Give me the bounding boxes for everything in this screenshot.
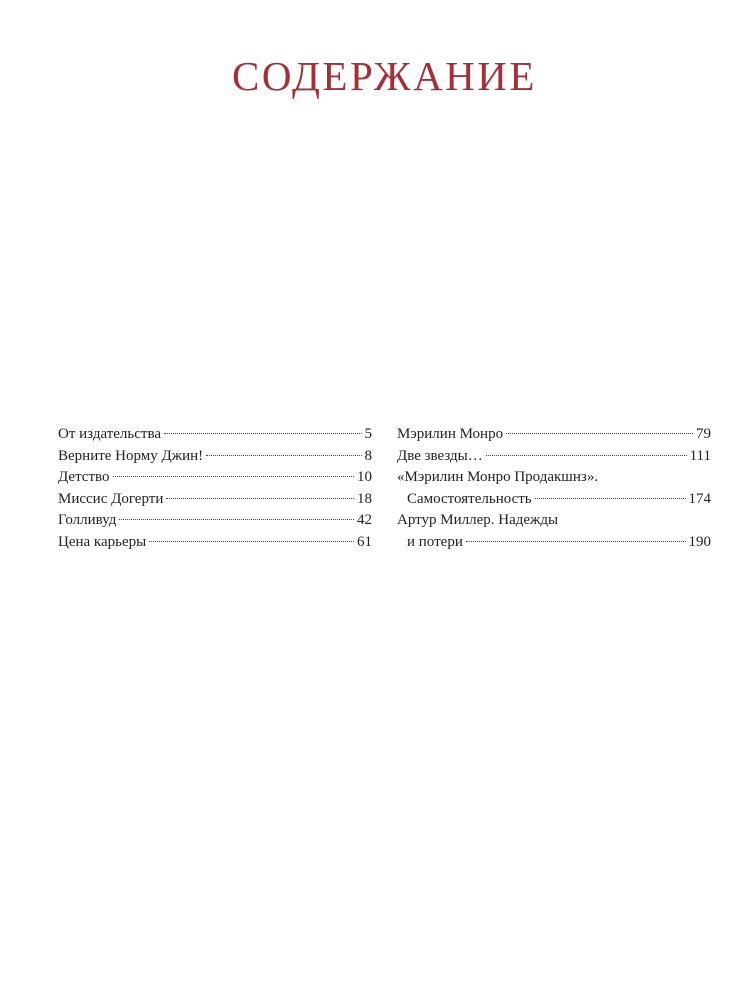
dot-leader xyxy=(119,518,354,520)
toc-entry[interactable] xyxy=(397,489,711,511)
toc-entry[interactable] xyxy=(58,424,372,446)
toc-entry-page: 5 xyxy=(364,426,372,442)
toc-entry-title-line[interactable]: Артур Миллер. Надежды xyxy=(397,512,559,528)
toc-entry[interactable] xyxy=(397,424,711,446)
dot-leader xyxy=(206,454,361,456)
toc-left-column xyxy=(58,424,372,553)
toc-right-column xyxy=(397,424,711,553)
toc-title: СОДЕРЖАНИЕ xyxy=(232,53,537,99)
toc-entry-title: Миссис Догерти xyxy=(58,490,164,507)
toc-entry-title: От издательства xyxy=(58,426,162,442)
dot-leader xyxy=(506,432,693,434)
toc-entry[interactable] xyxy=(397,446,711,468)
toc-entry-page: 111 xyxy=(689,447,711,464)
toc-entry[interactable] xyxy=(58,489,372,511)
toc-entry-page: 18 xyxy=(357,490,372,507)
toc-entry-page: 8 xyxy=(364,447,372,464)
toc-entry-title: Детство xyxy=(58,469,110,485)
toc-entry-title: Мэрилин Монро xyxy=(397,426,504,442)
toc-entry-page: 61 xyxy=(357,533,372,550)
toc-entry[interactable] xyxy=(58,532,372,554)
dot-leader xyxy=(164,432,361,434)
toc-entry-title: Две звезды… xyxy=(397,447,483,464)
toc-entry-title: Голливуд xyxy=(58,512,117,528)
toc-entry-page: 10 xyxy=(357,469,372,485)
dot-leader xyxy=(466,540,686,542)
toc-entry-page: 42 xyxy=(357,512,372,528)
toc-entry[interactable] xyxy=(58,467,372,489)
toc-entry-title-line[interactable]: «Мэрилин Монро Продакшнз». xyxy=(397,469,599,485)
toc-entry-title: Цена карьеры xyxy=(58,533,147,550)
toc-entry[interactable] xyxy=(397,532,711,554)
toc-entry-title: Самостоятельность xyxy=(407,490,532,507)
toc-entry-page: 190 xyxy=(688,533,711,550)
dot-leader xyxy=(149,540,354,542)
dot-leader xyxy=(535,497,686,499)
toc-entry-title: Верните Норму Джин! xyxy=(58,447,204,464)
toc-entry-title: и потери xyxy=(407,533,463,550)
toc-entry[interactable] xyxy=(58,446,372,468)
dot-leader xyxy=(486,454,687,456)
dot-leader xyxy=(166,497,354,499)
toc-entry-page: 174 xyxy=(688,490,711,507)
toc-entry-page: 79 xyxy=(696,426,711,442)
toc-entry[interactable] xyxy=(58,510,372,532)
dot-leader xyxy=(113,475,354,477)
